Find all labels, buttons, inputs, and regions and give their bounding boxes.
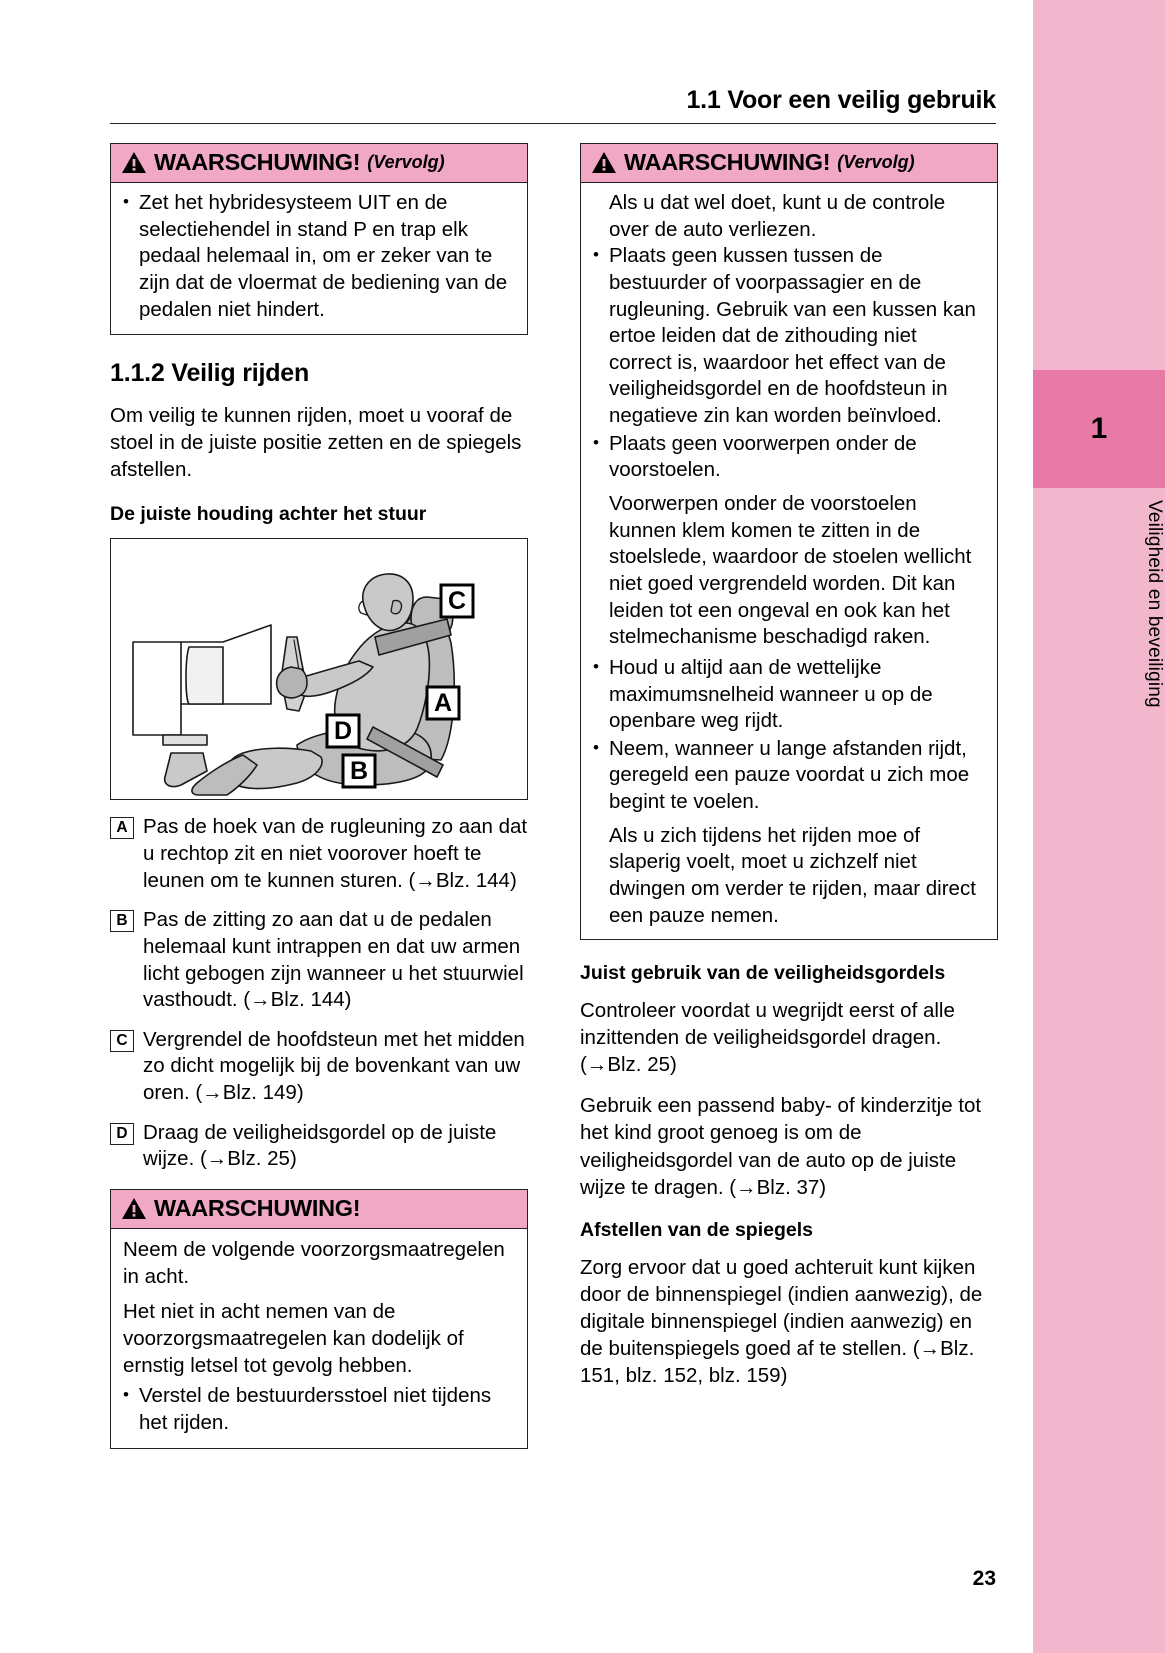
section-paragraph: Controleer voordat u wegrijdt eerst of alle inzittenden de veiligheidsgordel dragen. (→Blz. 25) (580, 999, 955, 1077)
warning-paragraph: Als u dat wel doet, kunt u de controle over de auto verliezen. (609, 191, 946, 241)
lettered-item-text: Pas de zitting zo aan dat u de pedalen helemaal kunt intrappen en dat uw armen licht gebogen zijn wanneer u het stuurwiel vasthoudt. (→Blz. 144) (143, 908, 524, 1012)
header-rule (110, 123, 996, 124)
lettered-item (110, 907, 528, 1014)
warning-box-continued-left (110, 143, 528, 335)
lettered-item (110, 1027, 528, 1107)
letter-badge-d: D (110, 1123, 134, 1145)
section-intro-paragraph: Om veilig te kunnen rijden, moet u vooraf de stoel in de juiste positie zetten en de spiegels afstellen. (110, 404, 522, 482)
bullet-glyph: • (123, 1385, 129, 1405)
chapter-number: 1 (1090, 412, 1108, 445)
svg-text:B: B (349, 757, 369, 786)
warning-list-item (593, 736, 985, 816)
warning-list-item (593, 243, 985, 429)
warning-triangle-icon (121, 1197, 147, 1220)
driver-posture-illustration (111, 539, 525, 797)
chapter-title-vertical: Veiligheid en beveiliging (1144, 500, 1165, 708)
warning-triangle-icon (121, 151, 147, 174)
warning-item-text: Plaats geen kussen tussen de bestuurder of voorpassagier en de rugleuning. Gebruik van een kussen kan ertoe leiden dat de zithouding niet correct is, waardoor het effect van de veiligheidsgordel en de hoofdsteun in negatieve zin kan worden beïnvloed. (609, 244, 976, 428)
warning-item-text: Zet het hybridesysteem UIT en de selectiehendel in stand P en trap elk pedaal helemaal in, om er zeker van te zijn dat de vloermat de bediening van de pedalen niet hindert. (139, 191, 508, 321)
figure-callout-b (343, 755, 375, 787)
svg-text:C: C (447, 587, 467, 616)
right-column (580, 143, 998, 1403)
lettered-item-text: Draag de veiligheidsgordel op de juiste wijze. (→Blz. 25) (143, 1120, 497, 1171)
warning-body (111, 183, 527, 334)
left-column (110, 143, 528, 1449)
bullet-glyph: • (593, 656, 599, 676)
warning-paragraph: Neem de volgende voorzorgsmaatregelen in acht. (123, 1238, 505, 1289)
lettered-item-text: Vergrendel de hoofdsteun met het midden zo dicht mogelijk bij de bovenkant van uw oren. (→Blz. 149) (143, 1027, 525, 1105)
chapter-tab (1033, 0, 1165, 1653)
page-header-title: 1.1 Voor een veilig gebruik (686, 86, 996, 114)
figure-callout-a (427, 687, 459, 719)
warning-header (581, 144, 997, 183)
letter-badge-b: B (110, 910, 134, 932)
page-number: 23 (972, 1567, 996, 1590)
chapter-number-block (1033, 370, 1165, 488)
warning-list-item (593, 655, 985, 735)
warning-continued-label: (Vervolg) (367, 152, 445, 172)
bullet-glyph: • (123, 192, 129, 211)
lettered-item (110, 814, 528, 894)
figure-callout-c (441, 585, 473, 617)
subheading-posture: De juiste houding achter het stuur (110, 503, 427, 526)
letter-badge-a: A (110, 817, 134, 839)
warning-continued-label: (Vervolg) (837, 152, 915, 172)
lettered-item (110, 1120, 528, 1173)
page-header (110, 86, 996, 124)
warning-paragraph: Voorwerpen onder de voorstoelen kunnen klem komen te zitten in de stoelslede, waardoor de stoelen wellicht niet goed vergrendeld worden. Dit kan leiden tot een ongeval en ook kan het stelmechanisme beschadigd raken. (609, 492, 972, 649)
warning-title: WAARSCHUWING! (154, 149, 361, 175)
warning-body (111, 1229, 527, 1448)
warning-item-text: Houd u altijd aan de wettelijke maximumsnelheid wanneer u op de openbare weg rijdt. (609, 655, 933, 733)
figure-callout-d (327, 715, 359, 747)
warning-list-item (123, 190, 515, 323)
warning-title: WAARSCHUWING! (154, 1195, 361, 1222)
lettered-item-text: Pas de hoek van de rugleuning zo aan dat u rechtop zit en niet voorover hoeft te leunen om te kunnen sturen. (→Blz. 144) (143, 815, 528, 892)
subheading-mirror-adjust: Afstellen van de spiegels (580, 1218, 814, 1241)
subheading-seatbelt-use: Juist gebruik van de veiligheidsgordels (580, 962, 946, 985)
warning-item-text: Plaats geen voorwerpen onder de voorstoelen. (609, 431, 917, 482)
warning-box-continued-right (580, 143, 998, 940)
section-heading: 1.1.2 Veilig rijden (110, 359, 310, 388)
warning-paragraph: Het niet in acht nemen van de voorzorgsmaatregelen kan dodelijk of ernstig letsel tot gevolg hebben. (123, 1300, 464, 1378)
section-paragraph: Gebruik een passend baby- of kinderzitje tot het kind groot genoeg is om de veiligheidsgordel van de auto op de juiste wijze te dragen. (→Blz. 37) (580, 1094, 982, 1199)
section-paragraph: Zorg ervoor dat u goed achteruit kunt kijken door de binnenspiegel (indien aanwezig), de digitale binnenspiegel (indien aanwezig) en de buitenspiegels goed af te stellen. (→Blz. 151, blz. 152, blz. 159) (580, 1255, 983, 1387)
warning-list-item (123, 1383, 515, 1436)
svg-text:A: A (433, 689, 453, 718)
bullet-glyph: • (593, 432, 599, 452)
svg-text:D: D (333, 717, 353, 746)
warning-item-text: Neem, wanneer u lange afstanden rijdt, geregeld een pauze voordat u zich moe begint te voelen. (609, 736, 970, 814)
letter-badge-c: C (110, 1030, 134, 1052)
warning-paragraph: Als u zich tijdens het rijden moe of slaperig voelt, moet u zichzelf niet dwingen om verder te rijden, maar direct een pauze nemen. (609, 823, 976, 927)
warning-body (581, 183, 997, 939)
warning-title: WAARSCHUWING! (624, 149, 831, 175)
bullet-glyph: • (593, 245, 599, 265)
bullet-glyph: • (593, 737, 599, 757)
warning-header (111, 144, 527, 183)
warning-item-text: Verstel de bestuurdersstoel niet tijdens het rijden. (139, 1384, 492, 1434)
figure-driving-posture (110, 538, 528, 800)
warning-triangle-icon (591, 151, 617, 174)
warning-list-item (593, 431, 985, 484)
warning-box-left-bottom (110, 1189, 528, 1449)
warning-header (111, 1190, 527, 1229)
chapter-tab-top-strip (1033, 0, 1165, 370)
